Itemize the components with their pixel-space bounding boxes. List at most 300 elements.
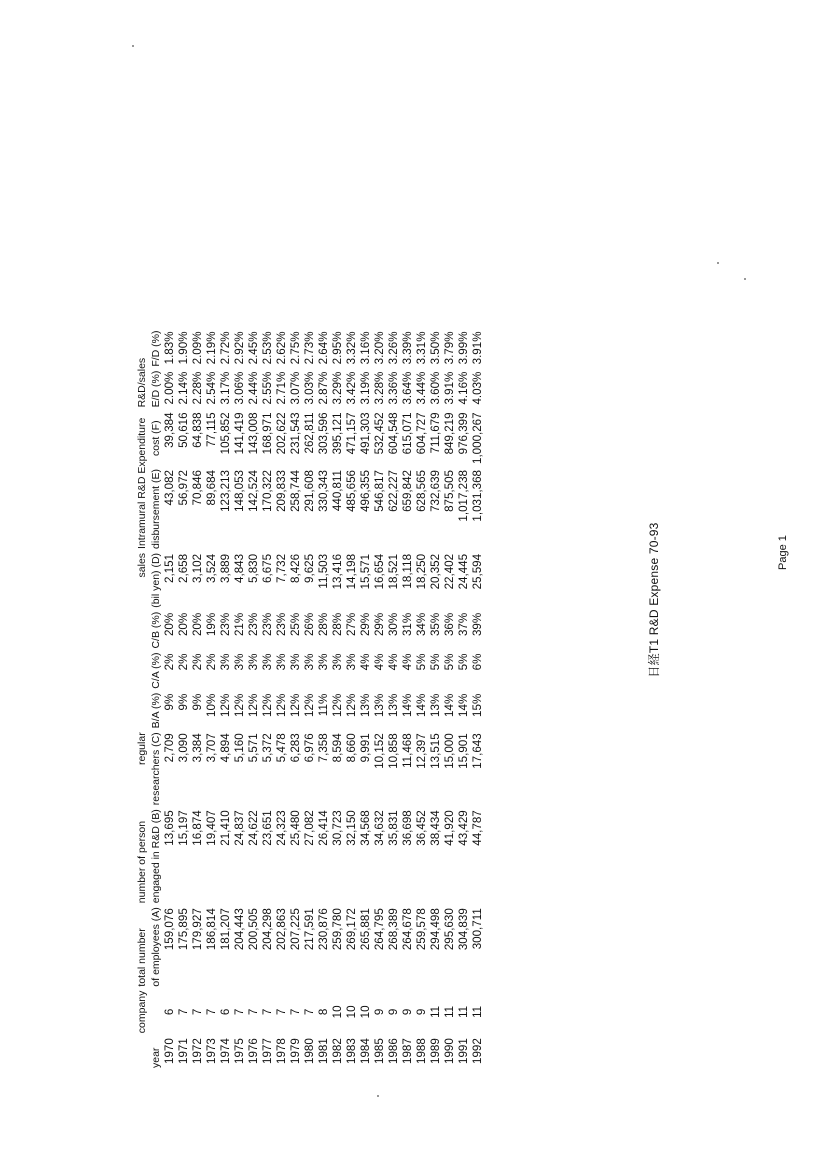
cell-ca: 4% [401, 653, 414, 671]
cell-fd: 3.26% [387, 331, 400, 365]
cell-fd: 3.99% [457, 331, 470, 365]
cell-year: 1985 [373, 1038, 386, 1064]
table-row [373, 329, 387, 1071]
cell-engaged: 44,787 [471, 810, 484, 846]
cell-ed: 3.07% [289, 371, 302, 405]
cell-engaged: 34,568 [359, 810, 372, 846]
cell-company: 7 [247, 1008, 260, 1016]
cell-cost: 532,452 [373, 412, 386, 455]
cell-disbursement: 170,322 [261, 470, 274, 512]
cell-ca: 5% [443, 653, 456, 671]
cell-cb: 27% [345, 612, 358, 637]
cell-engaged: 27,082 [303, 810, 316, 846]
header-year: year [150, 1047, 162, 1068]
cell-researchers: 11,468 [401, 733, 414, 768]
cell-cost: 143,008 [247, 412, 260, 455]
cell-disbursement: 732,639 [429, 470, 442, 512]
cell-sales: 11,503 [317, 553, 330, 589]
cell-engaged: 15,197 [177, 810, 190, 846]
cell-cost: 50,616 [177, 412, 190, 448]
cell-year: 1982 [331, 1038, 344, 1064]
cell-ba: 12% [261, 693, 274, 717]
cell-company: 11 [471, 1005, 484, 1018]
cell-year: 1989 [429, 1038, 442, 1064]
cell-engaged: 34,632 [373, 810, 386, 846]
cell-year: 1973 [205, 1038, 218, 1064]
cell-ed: 3.19% [359, 371, 372, 405]
cell-ca: 5% [429, 653, 442, 671]
cell-company: 9 [415, 1008, 428, 1016]
cell-ba: 13% [387, 693, 400, 717]
rd-expense-table [135, 329, 485, 1071]
table-row [359, 329, 373, 1071]
table-row [261, 329, 275, 1071]
header-row-top [135, 329, 149, 1071]
cell-cost: 491,303 [359, 412, 372, 455]
cell-ba: 12% [275, 693, 288, 717]
table-row [471, 329, 485, 1071]
cell-year: 1974 [219, 1038, 232, 1064]
cell-year: 1981 [317, 1038, 330, 1064]
header-sales-d: (bil yen) (D) [150, 552, 162, 608]
header-cost: cost (F) [150, 420, 162, 457]
cell-sales: 2,658 [177, 553, 190, 583]
cell-disbursement: 43,082 [163, 470, 176, 506]
cell-company: 9 [373, 1008, 386, 1016]
cell-fd: 3.50% [429, 331, 442, 365]
cell-year: 1976 [247, 1038, 260, 1064]
cell-company: 11 [457, 1005, 470, 1018]
header-ba: B/A (%) [150, 692, 162, 729]
cell-year: 1984 [359, 1038, 372, 1064]
cell-engaged: 24,622 [247, 810, 260, 846]
cell-employees: 159,076 [163, 908, 176, 951]
cell-fd: 1.90% [177, 331, 190, 365]
table-row [387, 329, 401, 1071]
cell-ed: 2.54% [205, 371, 218, 405]
cell-researchers: 17,643 [471, 733, 484, 769]
cell-researchers: 8,594 [331, 733, 344, 763]
cell-researchers: 15,000 [443, 733, 456, 769]
cell-sales: 18,250 [415, 553, 428, 590]
cell-cost: 105,852 [219, 412, 232, 455]
cell-company: 7 [233, 1008, 246, 1016]
cell-cost: 849,219 [443, 412, 456, 455]
cell-year: 1978 [275, 1038, 288, 1064]
cell-company: 8 [317, 1008, 330, 1016]
cell-fd: 3.91% [471, 331, 484, 365]
cell-cost: 168,971 [261, 412, 274, 455]
cell-cost: 303,596 [317, 412, 330, 455]
cell-fd: 1.83% [163, 331, 176, 365]
cell-engaged: 38,434 [429, 810, 442, 846]
cell-ed: 4.16% [457, 371, 470, 405]
cell-cost: 231,543 [289, 412, 302, 455]
cell-fd: 2.95% [331, 331, 344, 365]
cell-cb: 28% [317, 612, 330, 637]
header-sales: sales [136, 552, 148, 578]
cell-year: 1977 [261, 1038, 274, 1064]
cell-disbursement: 546,817 [373, 470, 386, 512]
table-row [345, 329, 359, 1071]
cell-researchers: 13,515 [429, 733, 442, 769]
cell-cb: 25% [289, 612, 302, 637]
cell-cb: 23% [219, 612, 232, 637]
header-regular: regular [136, 732, 148, 765]
cell-ed: 3.17% [219, 371, 232, 405]
cell-ca: 3% [275, 653, 288, 671]
cell-cb: 29% [359, 612, 372, 637]
cell-cost: 141,419 [233, 412, 246, 455]
cell-year: 1991 [457, 1038, 470, 1064]
cell-ca: 4% [373, 653, 386, 671]
cell-disbursement: 1,031,368 [471, 470, 484, 522]
cell-cost: 77,115 [205, 412, 218, 448]
cell-ca: 5% [457, 653, 470, 671]
cell-sales: 25,594 [471, 553, 484, 590]
cell-disbursement: 258,744 [289, 470, 302, 512]
cell-year: 1980 [303, 1038, 316, 1064]
cell-fd: 2.73% [303, 331, 316, 365]
cell-ca: 2% [191, 653, 204, 671]
cell-fd: 2.64% [317, 331, 330, 365]
cell-ba: 12% [233, 693, 246, 717]
cell-ca: 2% [177, 653, 190, 671]
cell-researchers: 12,397 [415, 733, 428, 769]
cell-sales: 18,118 [401, 553, 414, 589]
rotated-spreadsheet-page [135, 270, 661, 1070]
cell-fd: 2.72% [219, 331, 232, 365]
cell-engaged: 21,410 [219, 810, 232, 846]
cell-ed: 2.55% [261, 371, 274, 405]
cell-ed: 2.87% [317, 371, 330, 405]
cell-engaged: 32,150 [345, 810, 358, 846]
cell-sales: 15,571 [359, 553, 372, 590]
table-row [303, 329, 317, 1071]
cell-cost: 471,157 [345, 412, 358, 455]
cell-year: 1979 [289, 1038, 302, 1064]
cell-engaged: 36,452 [415, 810, 428, 846]
cell-engaged: 41,920 [443, 810, 456, 846]
cell-ed: 2.00% [163, 371, 176, 405]
cell-sales: 13,416 [331, 553, 344, 590]
cell-ed: 2.14% [177, 371, 190, 405]
cell-employees: 204,443 [233, 908, 246, 951]
cell-disbursement: 628,565 [415, 470, 428, 512]
cell-engaged: 43,429 [457, 810, 470, 846]
cell-researchers: 5,160 [233, 733, 246, 763]
table-row [331, 329, 345, 1071]
cell-disbursement: 123,213 [219, 470, 232, 512]
cell-cb: 19% [205, 612, 218, 637]
cell-ed: 2.28% [191, 371, 204, 405]
cell-researchers: 9,991 [359, 733, 372, 763]
cell-employees: 294,498 [429, 908, 442, 951]
cell-ed: 2.71% [275, 371, 288, 405]
cell-sales: 9,625 [303, 553, 316, 583]
cell-cb: 36% [443, 612, 456, 637]
table-row [219, 329, 233, 1071]
cell-sales: 20,352 [429, 553, 442, 590]
cell-employees: 264,678 [401, 908, 414, 951]
cell-employees: 207,225 [289, 908, 302, 951]
scan-speck [717, 262, 719, 264]
cell-sales: 3,102 [191, 553, 204, 583]
cell-ca: 3% [317, 653, 330, 671]
header-fd: F/D (%) [150, 330, 162, 367]
cell-fd: 3.79% [443, 331, 456, 365]
table-row [163, 329, 177, 1071]
cell-employees: 264,795 [373, 908, 386, 951]
cell-cb: 26% [303, 612, 316, 637]
cell-ed: 2.44% [247, 371, 260, 405]
cell-engaged: 36,698 [401, 810, 414, 846]
cell-engaged: 35,831 [387, 810, 400, 846]
page-number-label: Page 1 [777, 535, 789, 570]
cell-ba: 12% [345, 693, 358, 717]
cell-engaged: 26,414 [317, 810, 330, 846]
cell-fd: 3.32% [345, 331, 358, 365]
cell-ca: 2% [163, 653, 176, 671]
cell-company: 7 [261, 1008, 274, 1016]
cell-cb: 21% [233, 612, 246, 637]
cell-employees: 200,505 [247, 908, 260, 951]
cell-year: 1987 [401, 1038, 414, 1064]
header-company: company [136, 990, 148, 1034]
table-row [443, 329, 457, 1071]
cell-fd: 2.09% [191, 331, 204, 365]
cell-company: 9 [387, 1008, 400, 1016]
header-employees: of employees (A) [150, 907, 162, 987]
cell-researchers: 15,901 [457, 733, 470, 769]
cell-disbursement: 142,524 [247, 470, 260, 512]
table-row [429, 329, 443, 1071]
cell-disbursement: 1,017,238 [457, 470, 470, 522]
cell-company: 7 [177, 1008, 190, 1016]
cell-sales: 7,732 [275, 553, 288, 583]
cell-sales: 5,830 [247, 553, 260, 583]
cell-company: 7 [289, 1008, 302, 1016]
header-row-bottom [149, 329, 163, 1071]
cell-researchers: 5,372 [261, 733, 274, 763]
cell-company: 9 [401, 1008, 414, 1016]
cell-ed: 3.03% [303, 371, 316, 405]
cell-researchers: 3,090 [177, 733, 190, 763]
table-row [191, 329, 205, 1071]
cell-researchers: 6,283 [289, 733, 302, 763]
cell-year: 1990 [443, 1038, 456, 1064]
table-row [177, 329, 191, 1071]
cell-engaged: 24,837 [233, 810, 246, 846]
cell-researchers: 10,858 [387, 733, 400, 769]
cell-sales: 3,524 [205, 553, 218, 583]
cell-ca: 3% [289, 653, 302, 671]
cell-sales: 3,889 [219, 553, 232, 583]
cell-employees: 265,881 [359, 908, 372, 951]
cell-cb: 23% [247, 612, 260, 637]
cell-engaged: 16,874 [191, 810, 204, 846]
cell-ba: 9% [163, 693, 176, 711]
cell-ba: 9% [177, 693, 190, 711]
header-total-number: total number [136, 928, 148, 987]
cell-disbursement: 622,227 [387, 470, 400, 512]
cell-ca: 3% [331, 653, 344, 671]
cell-engaged: 13,695 [163, 810, 176, 846]
cell-ba: 12% [289, 693, 302, 717]
cell-year: 1972 [191, 1038, 204, 1064]
cell-disbursement: 440,811 [331, 470, 344, 512]
cell-ed: 3.29% [331, 371, 344, 405]
cell-ba: 9% [191, 693, 204, 711]
cell-employees: 304,839 [457, 908, 470, 951]
cell-ba: 10% [205, 693, 218, 717]
cell-engaged: 30,723 [331, 810, 344, 846]
table-body [163, 329, 485, 1071]
cell-year: 1971 [177, 1038, 190, 1064]
cell-researchers: 3,707 [205, 733, 218, 763]
cell-fd: 2.53% [261, 331, 274, 365]
cell-ba: 14% [443, 693, 456, 717]
cell-year: 1983 [345, 1038, 358, 1064]
cell-cb: 20% [163, 612, 176, 637]
cell-cost: 395,121 [331, 412, 344, 455]
table-row [205, 329, 219, 1071]
cell-year: 1970 [163, 1038, 176, 1064]
cell-fd: 3.20% [373, 331, 386, 365]
cell-ca: 2% [205, 653, 218, 671]
table-row [401, 329, 415, 1071]
cell-sales: 14,198 [345, 553, 358, 590]
cell-employees: 230,876 [317, 908, 330, 951]
header-engaged: engaged in R&D (B) [150, 809, 162, 904]
cell-ed: 4.03% [471, 371, 484, 405]
cell-ba: 14% [415, 693, 428, 717]
cell-ca: 3% [247, 653, 260, 671]
cell-engaged: 25,480 [289, 810, 302, 846]
cell-engaged: 19,407 [205, 810, 218, 846]
cell-ed: 3.91% [443, 371, 456, 405]
cell-researchers: 5,478 [275, 733, 288, 763]
table-row [289, 329, 303, 1071]
cell-cb: 23% [275, 612, 288, 637]
cell-disbursement: 496,355 [359, 470, 372, 512]
header-ca: C/A (%) [150, 652, 162, 689]
cell-ba: 14% [401, 693, 414, 717]
cell-ca: 3% [261, 653, 274, 671]
cell-ba: 13% [373, 693, 386, 717]
cell-employees: 202,863 [275, 908, 288, 951]
header-rd-sales: R&D/sales [136, 357, 148, 408]
cell-fd: 2.92% [233, 331, 246, 365]
cell-sales: 16,654 [373, 553, 386, 590]
cell-cb: 35% [429, 612, 442, 637]
header-researchers: researchers (C) [150, 732, 162, 806]
cell-company: 10 [331, 1005, 344, 1019]
cell-ed: 3.28% [373, 371, 386, 405]
cell-cb: 30% [387, 612, 400, 637]
cell-sales: 24,445 [457, 553, 470, 590]
table-row [415, 329, 429, 1071]
header-cb: C/B (%) [150, 611, 162, 649]
cell-cb: 34% [415, 612, 428, 637]
cell-ca: 4% [359, 653, 372, 671]
cell-disbursement: 56,972 [177, 470, 190, 506]
cell-employees: 204,298 [261, 908, 274, 951]
cell-cb: 28% [331, 612, 344, 637]
cell-year: 1992 [471, 1038, 484, 1064]
scan-speck [377, 1095, 379, 1097]
cell-company: 6 [163, 1008, 176, 1016]
cell-year: 1986 [387, 1038, 400, 1064]
cell-disbursement: 70,846 [191, 470, 204, 506]
cell-cost: 615,071 [401, 412, 414, 455]
cell-employees: 269,172 [345, 908, 358, 951]
table-row [247, 329, 261, 1071]
cell-employees: 268,389 [387, 908, 400, 951]
cell-ed: 3.44% [415, 371, 428, 405]
header-ed: E/D (%) [150, 370, 162, 408]
cell-ca: 3% [345, 653, 358, 671]
cell-employees: 175,895 [177, 908, 190, 951]
cell-fd: 3.39% [401, 331, 414, 365]
cell-ba: 13% [359, 693, 372, 717]
cell-year: 1988 [415, 1038, 428, 1064]
scan-speck [744, 278, 746, 280]
header-intramural: Intramural R&D Expenditure [136, 417, 148, 549]
cell-fd: 3.16% [359, 331, 372, 365]
cell-ba: 12% [303, 693, 316, 717]
cell-ba: 11% [317, 693, 330, 717]
cell-researchers: 3,384 [191, 733, 204, 763]
cell-ed: 3.42% [345, 371, 358, 405]
cell-cb: 20% [177, 612, 190, 637]
cell-ba: 14% [457, 693, 470, 717]
header-number-of-person: number of person [136, 820, 148, 904]
cell-ed: 3.36% [387, 371, 400, 405]
cell-employees: 259,578 [415, 908, 428, 951]
cell-disbursement: 291,608 [303, 470, 316, 512]
cell-cost: 262,811 [303, 412, 316, 454]
cell-company: 11 [429, 1005, 442, 1018]
cell-ca: 4% [387, 653, 400, 671]
cell-cost: 976,399 [457, 412, 470, 455]
cell-ed: 3.64% [401, 371, 414, 405]
cell-disbursement: 659,842 [401, 470, 414, 512]
cell-sales: 2,151 [163, 553, 176, 583]
cell-ba: 12% [219, 693, 232, 717]
cell-cb: 37% [457, 612, 470, 637]
cell-disbursement: 330,343 [317, 470, 330, 512]
cell-ba: 12% [331, 693, 344, 717]
cell-researchers: 5,571 [247, 733, 260, 763]
table-row [275, 329, 289, 1071]
cell-ca: 3% [219, 653, 232, 671]
cell-employees: 295,630 [443, 908, 456, 951]
cell-employees: 186,814 [205, 908, 218, 951]
cell-researchers: 7,358 [317, 733, 330, 763]
cell-researchers: 6,976 [303, 733, 316, 763]
cell-ca: 5% [415, 653, 428, 671]
cell-company: 7 [205, 1008, 218, 1016]
cell-disbursement: 485,656 [345, 470, 358, 512]
cell-cb: 39% [471, 612, 484, 637]
document-title: 日経T1 R&D Expense 70-93 [647, 522, 661, 678]
cell-sales: 22,402 [443, 553, 456, 590]
cell-fd: 2.75% [289, 331, 302, 365]
cell-ba: 13% [429, 693, 442, 717]
cell-employees: 181,207 [219, 908, 232, 951]
header-disbursement: disbursement (E) [150, 469, 162, 549]
